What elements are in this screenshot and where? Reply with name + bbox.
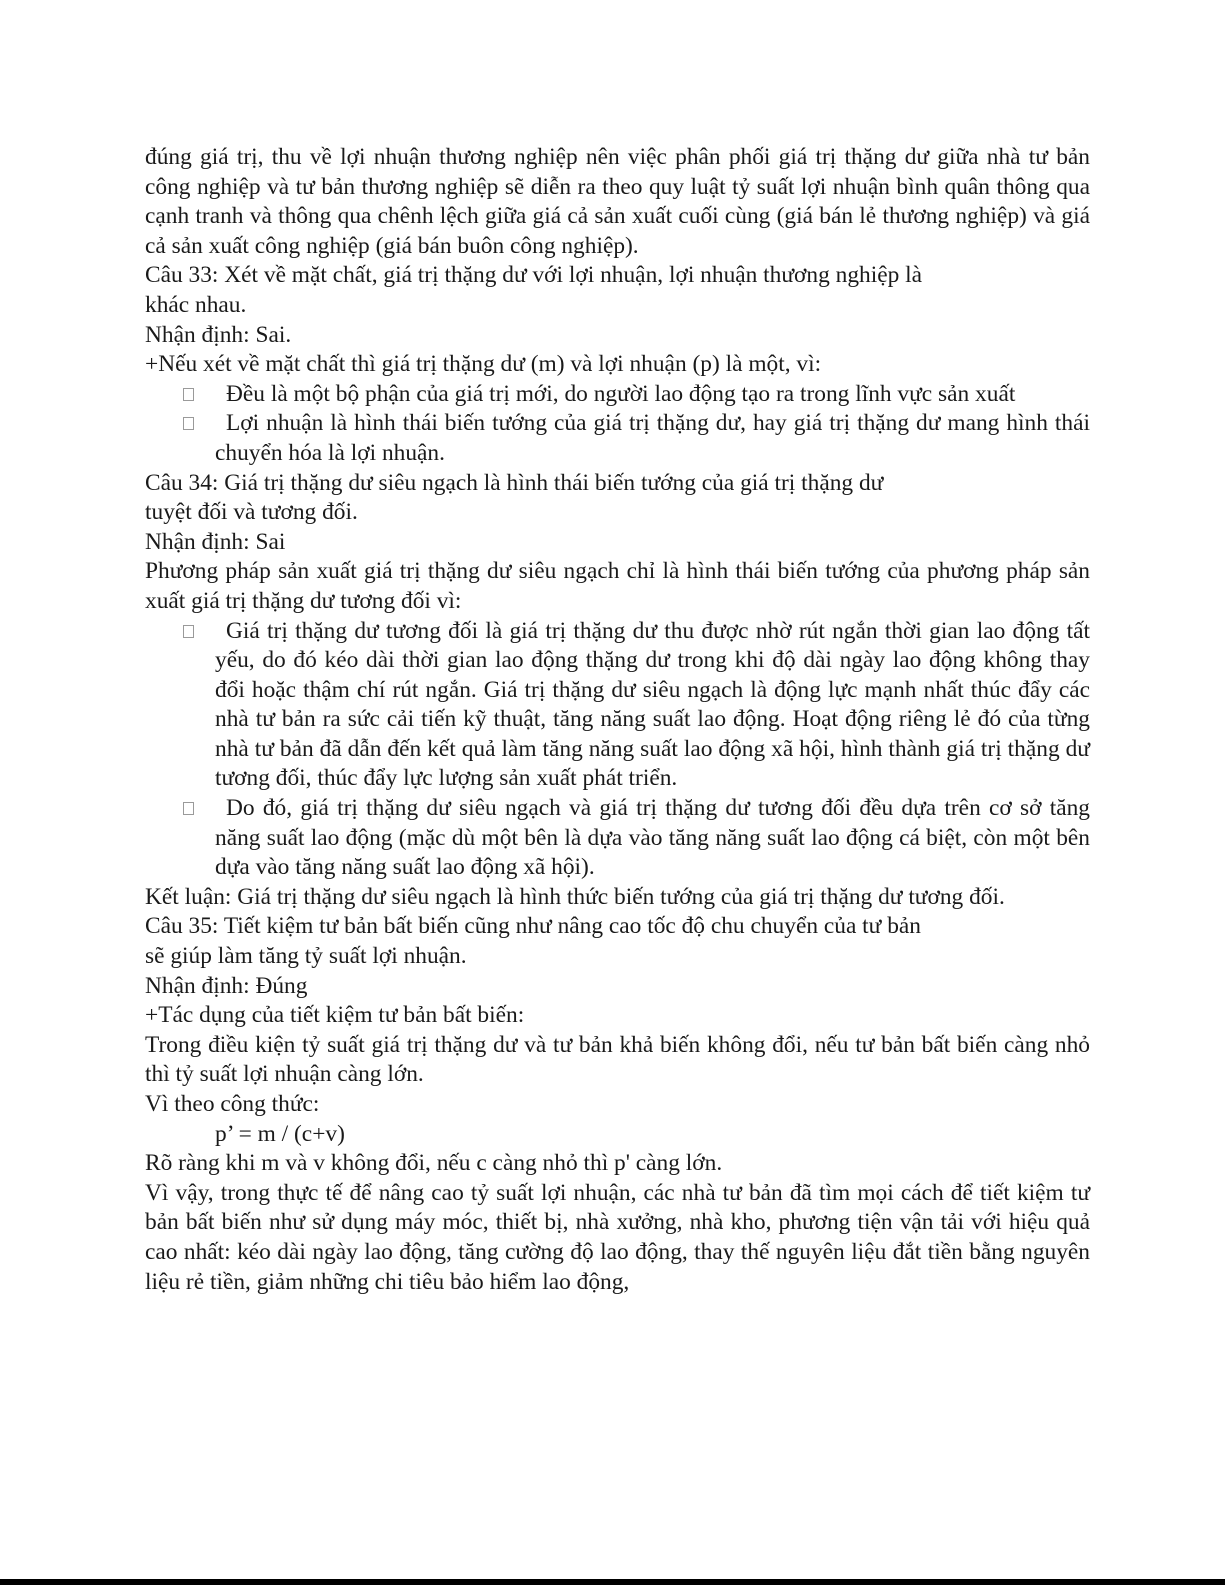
bullet-text: Giá trị thặng dư tương đối là giá trị thặng dư thu được nhờ rút ngắn thời gian lao động tất yếu, do đó kéo dài thời gian lao động thặng dư trong khi độ dài ngày lao động không thay đổi hoặc thậm chí rút ngắn. Giá trị thặng dư siêu ngạch là động lực mạnh nhất thúc đẩy các nhà tư bản ra sức cải tiến kỹ thuật, tăng năng suất lao động. Hoạt động riêng lẻ đó của từng nhà tư bản đã dẫn đến kết quả làm tăng năng suất lao động xã hội, hình thành giá trị thặng dư tương đối, thúc đẩy lực lượng sản xuất phát triển. [215, 617, 1090, 792]
question-line: Câu 34: Giá trị thặng dư siêu ngạch là hình thái biến tướng của giá trị thặng dư [145, 469, 884, 496]
formula: p’ = m / (c+v) [215, 1120, 345, 1147]
bullet-text: Lợi nhuận là hình thái biến tướng của giá trị thặng dư, hay giá trị thặng dư mang hình thái chuyển hóa là lợi nhuận. [215, 410, 1090, 466]
paragraph: đúng giá trị, thu về lợi nhuận thương nghiệp nên việc phân phối giá trị thặng dư giữa nhà tư bản công nghiệp và tư bản thương nghiệp sẽ diễn ra theo quy luật tỷ suất lợi nhuận bình quân thông qua cạnh tranh và thông qua chênh lệch giữa giá cả sản xuất cuối cùng (giá bán lẻ thương nghiệp) và giá cả sản xuất công nghiệp (giá bán buôn công nghiệp). [145, 144, 1090, 259]
question-line: tuyệt đối và tương đối. [145, 499, 358, 526]
paragraph: Phương pháp sản xuất giá trị thặng dư siêu ngạch chỉ là hình thái biến tướng của phương pháp sản xuất giá trị thặng dư tương đối vì: [145, 558, 1090, 614]
question-line: Câu 35: Tiết kiệm tư bản bất biến cũng như nâng cao tốc độ chu chuyển của tư bản [145, 913, 921, 940]
question-line: sẽ giúp làm tăng tỷ suất lợi nhuận. [145, 943, 467, 970]
bullet-item [145, 617, 1090, 795]
bullet-box-icon [183, 802, 194, 815]
bullet-item [145, 409, 1090, 468]
paragraph: Rõ ràng khi m và v không đổi, nếu c càng nhỏ thì p' càng lớn. [145, 1150, 723, 1177]
paragraph: +Tác dụng của tiết kiệm tư bản bất biến: [145, 1002, 525, 1029]
bullet-box-icon [183, 625, 194, 638]
paragraph: Vì vậy, trong thực tế để nâng cao tỷ suất lợi nhuận, các nhà tư bản đã tìm mọi cách để tiết kiệm tư bản bất biến như sử dụng máy móc, thiết bị, nhà xưởng, nhà kho, phương tiện vận tải với hiệu quả cao nhất: kéo dài ngày lao động, tăng cường độ lao động, thay thế nguyên liệu đắt tiền bằng nguyên liệu rẻ tiền, giảm những chi tiêu bảo hiểm lao động, [145, 1179, 1090, 1295]
bullet-item [145, 380, 1090, 410]
document-page [145, 143, 1090, 1297]
question-35-title [145, 912, 1090, 971]
verdict: Nhận định: Sai. [145, 321, 292, 348]
bullet-text: Do đó, giá trị thặng dư siêu ngạch và giá trị thặng dư tương đối đều dựa trên cơ sở tăng năng suất lao động (mặc dù một bên là dựa vào tăng năng suất lao động cá biệt, còn một bên dựa vào tăng năng suất lao động xã hội). [215, 795, 1090, 881]
bullet-item [145, 794, 1090, 883]
question-33-title [145, 261, 1090, 320]
paragraph: +Nếu xét về mặt chất thì giá trị thặng dư (m) và lợi nhuận (p) là một, vì: [145, 351, 822, 378]
question-line: khác nhau. [145, 291, 247, 318]
bullet-box-icon [183, 388, 194, 401]
paragraph: Trong điều kiện tỷ suất giá trị thặng dư và tư bản khả biến không đổi, nếu tư bản bất biến càng nhỏ thì tỷ suất lợi nhuận càng lớn. [145, 1031, 1090, 1088]
verdict: Nhận định: Sai [145, 528, 286, 555]
question-34-title [145, 469, 1090, 528]
page-bottom-border [0, 1579, 1225, 1585]
bullet-box-icon [183, 417, 194, 430]
conclusion: Kết luận: Giá trị thặng dư siêu ngạch là hình thức biến tướng của giá trị thặng dư tương đối. [145, 883, 1005, 910]
paragraph: Vì theo công thức: [145, 1091, 320, 1117]
question-line: Câu 33: Xét về mặt chất, giá trị thặng dư với lợi nhuận, lợi nhuận thương nghiệp là [145, 262, 923, 289]
bullet-text: Đều là một bộ phận của giá trị mới, do người lao động tạo ra trong lĩnh vực sản xuất [226, 380, 1016, 407]
verdict: Nhận định: Đúng [145, 972, 308, 999]
